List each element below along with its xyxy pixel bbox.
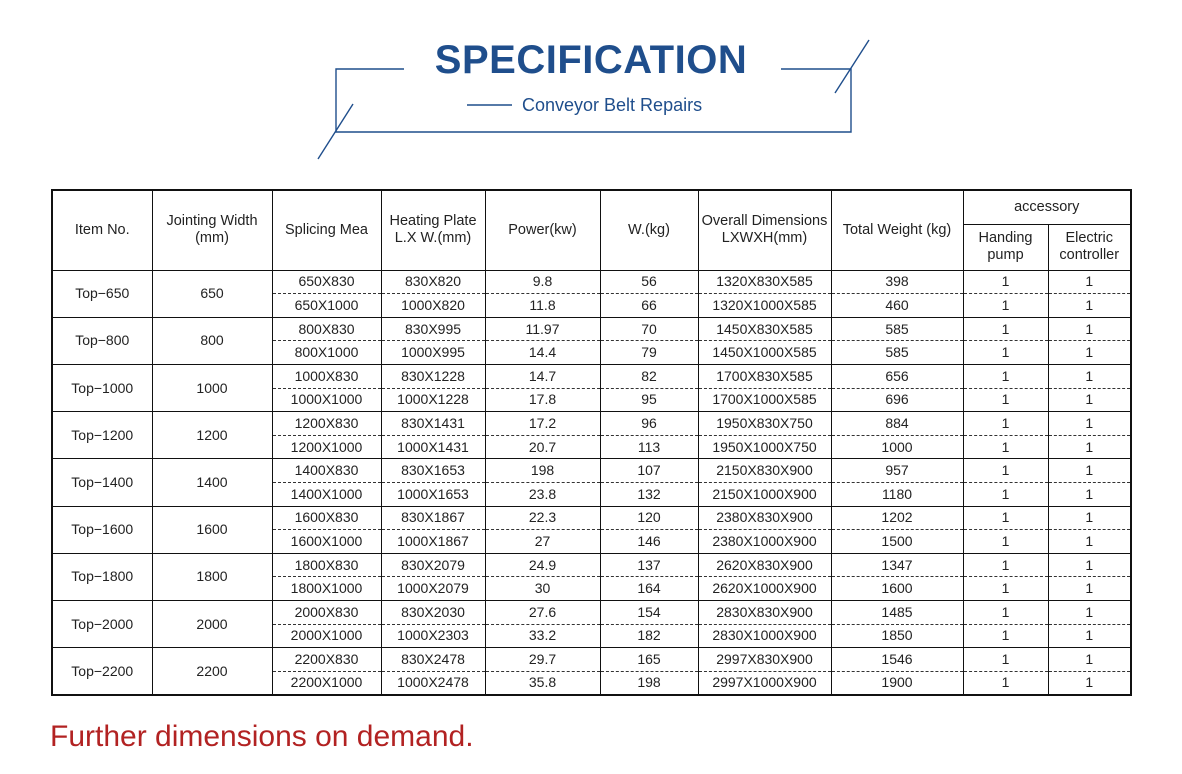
cell-weight: 182 <box>600 624 698 648</box>
cell-power: 35.8 <box>485 671 600 695</box>
table-header <box>52 190 1131 270</box>
cell-weight: 79 <box>600 341 698 365</box>
header-electric-controller: Electric controller <box>1048 224 1131 270</box>
cell-power: 30 <box>485 577 600 601</box>
cell-power: 9.8 <box>485 270 600 294</box>
cell-heating-plate: 830X2079 <box>381 553 485 577</box>
cell-electric-controller: 1 <box>1048 506 1131 530</box>
cell-heating-plate: 1000X820 <box>381 294 485 318</box>
cell-handing-pump: 1 <box>963 412 1048 436</box>
cell-power: 198 <box>485 459 600 483</box>
cell-power: 23.8 <box>485 482 600 506</box>
cell-overall-dimensions: 1950X1000X750 <box>698 435 831 459</box>
cell-jointing-width: 1800 <box>152 553 272 600</box>
table-row <box>52 648 1131 672</box>
cell-weight: 70 <box>600 317 698 341</box>
cell-electric-controller: 1 <box>1048 388 1131 412</box>
cell-splicing-mea: 2200X830 <box>272 648 381 672</box>
cell-power: 27 <box>485 530 600 554</box>
cell-splicing-mea: 1400X1000 <box>272 482 381 506</box>
cell-electric-controller: 1 <box>1048 294 1131 318</box>
cell-item-no: Top−2000 <box>52 601 152 648</box>
header-accessory: accessory <box>963 190 1131 224</box>
cell-handing-pump: 1 <box>963 364 1048 388</box>
cell-electric-controller: 1 <box>1048 482 1131 506</box>
cell-item-no: Top−1600 <box>52 506 152 553</box>
header-jointing-width: Jointing Width (mm) <box>152 190 272 270</box>
cell-heating-plate: 1000X1431 <box>381 435 485 459</box>
cell-splicing-mea: 800X830 <box>272 317 381 341</box>
cell-electric-controller: 1 <box>1048 553 1131 577</box>
cell-weight: 154 <box>600 601 698 625</box>
table-row <box>52 317 1131 341</box>
cell-handing-pump: 1 <box>963 648 1048 672</box>
cell-jointing-width: 2200 <box>152 648 272 695</box>
cell-power: 14.4 <box>485 341 600 365</box>
table-row <box>52 364 1131 388</box>
cell-overall-dimensions: 2150X1000X900 <box>698 482 831 506</box>
cell-splicing-mea: 1200X1000 <box>272 435 381 459</box>
cell-handing-pump: 1 <box>963 624 1048 648</box>
cell-power: 11.97 <box>485 317 600 341</box>
cell-electric-controller: 1 <box>1048 671 1131 695</box>
header-weight: W.(kg) <box>600 190 698 270</box>
cell-overall-dimensions: 2380X1000X900 <box>698 530 831 554</box>
cell-heating-plate: 1000X1228 <box>381 388 485 412</box>
cell-power: 29.7 <box>485 648 600 672</box>
cell-total-weight: 1000 <box>831 435 963 459</box>
cell-heating-plate: 1000X2303 <box>381 624 485 648</box>
cell-power: 27.6 <box>485 601 600 625</box>
cell-handing-pump: 1 <box>963 341 1048 365</box>
cell-overall-dimensions: 1700X1000X585 <box>698 388 831 412</box>
cell-total-weight: 1500 <box>831 530 963 554</box>
cell-overall-dimensions: 1320X830X585 <box>698 270 831 294</box>
cell-item-no: Top−1200 <box>52 412 152 459</box>
cell-weight: 66 <box>600 294 698 318</box>
cell-electric-controller: 1 <box>1048 341 1131 365</box>
cell-item-no: Top−1800 <box>52 553 152 600</box>
cell-jointing-width: 800 <box>152 317 272 364</box>
cell-handing-pump: 1 <box>963 482 1048 506</box>
cell-handing-pump: 1 <box>963 435 1048 459</box>
cell-overall-dimensions: 2997X1000X900 <box>698 671 831 695</box>
cell-total-weight: 1900 <box>831 671 963 695</box>
cell-total-weight: 398 <box>831 270 963 294</box>
cell-total-weight: 585 <box>831 317 963 341</box>
header-overall-dimensions: Overall Dimensions LXWXH(mm) <box>698 190 831 270</box>
cell-jointing-width: 1600 <box>152 506 272 553</box>
cell-handing-pump: 1 <box>963 506 1048 530</box>
cell-splicing-mea: 1800X830 <box>272 553 381 577</box>
spec-header <box>0 0 1182 170</box>
cell-total-weight: 1546 <box>831 648 963 672</box>
table-row <box>52 412 1131 436</box>
cell-electric-controller: 1 <box>1048 648 1131 672</box>
cell-heating-plate: 830X2478 <box>381 648 485 672</box>
cell-electric-controller: 1 <box>1048 624 1131 648</box>
cell-jointing-width: 1400 <box>152 459 272 506</box>
cell-overall-dimensions: 1450X830X585 <box>698 317 831 341</box>
cell-overall-dimensions: 2830X1000X900 <box>698 624 831 648</box>
header-frame-decoration <box>0 0 1182 170</box>
header-power: Power(kw) <box>485 190 600 270</box>
cell-handing-pump: 1 <box>963 317 1048 341</box>
cell-power: 33.2 <box>485 624 600 648</box>
cell-overall-dimensions: 2997X830X900 <box>698 648 831 672</box>
cell-handing-pump: 1 <box>963 530 1048 554</box>
cell-splicing-mea: 1600X830 <box>272 506 381 530</box>
cell-weight: 165 <box>600 648 698 672</box>
page-subtitle: Conveyor Belt Repairs <box>522 95 703 115</box>
cell-heating-plate: 830X1228 <box>381 364 485 388</box>
cell-heating-plate: 830X995 <box>381 317 485 341</box>
cell-splicing-mea: 800X1000 <box>272 341 381 365</box>
cell-weight: 56 <box>600 270 698 294</box>
cell-total-weight: 656 <box>831 364 963 388</box>
cell-handing-pump: 1 <box>963 270 1048 294</box>
cell-electric-controller: 1 <box>1048 459 1131 483</box>
cell-splicing-mea: 650X830 <box>272 270 381 294</box>
cell-total-weight: 1202 <box>831 506 963 530</box>
cell-electric-controller: 1 <box>1048 435 1131 459</box>
cell-heating-plate: 1000X1867 <box>381 530 485 554</box>
cell-electric-controller: 1 <box>1048 270 1131 294</box>
table-row <box>52 553 1131 577</box>
header-handing-pump: Handing pump <box>963 224 1048 270</box>
cell-weight: 96 <box>600 412 698 436</box>
cell-splicing-mea: 1000X1000 <box>272 388 381 412</box>
cell-heating-plate: 830X1867 <box>381 506 485 530</box>
cell-splicing-mea: 1800X1000 <box>272 577 381 601</box>
cell-heating-plate: 830X1653 <box>381 459 485 483</box>
cell-splicing-mea: 650X1000 <box>272 294 381 318</box>
cell-item-no: Top−2200 <box>52 648 152 695</box>
table-row <box>52 270 1131 294</box>
cell-power: 24.9 <box>485 553 600 577</box>
cell-electric-controller: 1 <box>1048 317 1131 341</box>
cell-jointing-width: 2000 <box>152 601 272 648</box>
cell-heating-plate: 1000X995 <box>381 341 485 365</box>
cell-weight: 95 <box>600 388 698 412</box>
cell-weight: 132 <box>600 482 698 506</box>
cell-weight: 137 <box>600 553 698 577</box>
cell-total-weight: 1485 <box>831 601 963 625</box>
cell-handing-pump: 1 <box>963 459 1048 483</box>
cell-electric-controller: 1 <box>1048 364 1131 388</box>
cell-heating-plate: 830X820 <box>381 270 485 294</box>
cell-overall-dimensions: 2620X830X900 <box>698 553 831 577</box>
cell-splicing-mea: 1600X1000 <box>272 530 381 554</box>
cell-power: 14.7 <box>485 364 600 388</box>
cell-total-weight: 696 <box>831 388 963 412</box>
cell-weight: 107 <box>600 459 698 483</box>
cell-total-weight: 1347 <box>831 553 963 577</box>
cell-total-weight: 957 <box>831 459 963 483</box>
cell-item-no: Top−650 <box>52 270 152 317</box>
page-title: SPECIFICATION <box>434 38 748 82</box>
cell-total-weight: 460 <box>831 294 963 318</box>
cell-item-no: Top−1400 <box>52 459 152 506</box>
cell-splicing-mea: 1400X830 <box>272 459 381 483</box>
cell-power: 17.8 <box>485 388 600 412</box>
cell-jointing-width: 1200 <box>152 412 272 459</box>
cell-overall-dimensions: 1700X830X585 <box>698 364 831 388</box>
cell-heating-plate: 830X1431 <box>381 412 485 436</box>
cell-total-weight: 884 <box>831 412 963 436</box>
cell-overall-dimensions: 1320X1000X585 <box>698 294 831 318</box>
cell-overall-dimensions: 2830X830X900 <box>698 601 831 625</box>
cell-power: 22.3 <box>485 506 600 530</box>
cell-splicing-mea: 1200X830 <box>272 412 381 436</box>
cell-power: 17.2 <box>485 412 600 436</box>
cell-item-no: Top−800 <box>52 317 152 364</box>
cell-handing-pump: 1 <box>963 577 1048 601</box>
cell-overall-dimensions: 2620X1000X900 <box>698 577 831 601</box>
header-item-no: Item No. <box>52 190 152 270</box>
cell-handing-pump: 1 <box>963 601 1048 625</box>
table-row <box>52 506 1131 530</box>
cell-electric-controller: 1 <box>1048 601 1131 625</box>
cell-electric-controller: 1 <box>1048 412 1131 436</box>
cell-power: 20.7 <box>485 435 600 459</box>
cell-weight: 164 <box>600 577 698 601</box>
cell-weight: 82 <box>600 364 698 388</box>
cell-power: 11.8 <box>485 294 600 318</box>
cell-total-weight: 1600 <box>831 577 963 601</box>
cell-jointing-width: 650 <box>152 270 272 317</box>
cell-handing-pump: 1 <box>963 671 1048 695</box>
cell-handing-pump: 1 <box>963 294 1048 318</box>
cell-overall-dimensions: 2150X830X900 <box>698 459 831 483</box>
cell-splicing-mea: 2000X830 <box>272 601 381 625</box>
table-body <box>52 270 1131 695</box>
cell-total-weight: 1180 <box>831 482 963 506</box>
cell-jointing-width: 1000 <box>152 364 272 411</box>
cell-splicing-mea: 2000X1000 <box>272 624 381 648</box>
cell-overall-dimensions: 1450X1000X585 <box>698 341 831 365</box>
cell-splicing-mea: 1000X830 <box>272 364 381 388</box>
cell-overall-dimensions: 1950X830X750 <box>698 412 831 436</box>
cell-weight: 146 <box>600 530 698 554</box>
table-row <box>52 459 1131 483</box>
cell-weight: 113 <box>600 435 698 459</box>
header-splicing-mea: Splicing Mea <box>272 190 381 270</box>
cell-handing-pump: 1 <box>963 553 1048 577</box>
cell-splicing-mea: 2200X1000 <box>272 671 381 695</box>
cell-handing-pump: 1 <box>963 388 1048 412</box>
cell-overall-dimensions: 2380X830X900 <box>698 506 831 530</box>
cell-total-weight: 585 <box>831 341 963 365</box>
cell-item-no: Top−1000 <box>52 364 152 411</box>
cell-total-weight: 1850 <box>831 624 963 648</box>
header-total-weight: Total Weight (kg) <box>831 190 963 270</box>
cell-weight: 120 <box>600 506 698 530</box>
cell-heating-plate: 1000X2478 <box>381 671 485 695</box>
cell-electric-controller: 1 <box>1048 530 1131 554</box>
header-heating-plate: Heating Plate L.X W.(mm) <box>381 190 485 270</box>
cell-heating-plate: 1000X1653 <box>381 482 485 506</box>
table-row <box>52 601 1131 625</box>
cell-heating-plate: 830X2030 <box>381 601 485 625</box>
cell-weight: 198 <box>600 671 698 695</box>
footer-note: Further dimensions on demand. <box>50 720 474 753</box>
cell-heating-plate: 1000X2079 <box>381 577 485 601</box>
cell-electric-controller: 1 <box>1048 577 1131 601</box>
specification-table <box>51 189 1132 696</box>
